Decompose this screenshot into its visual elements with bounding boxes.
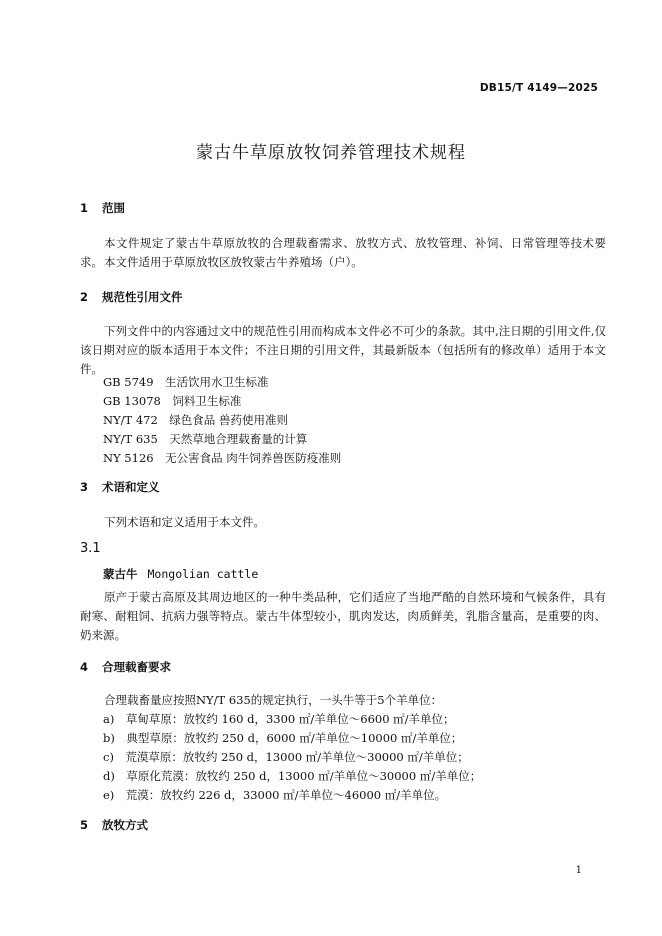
section-title: 范围 [102,201,126,215]
normative-references-intro: 下列文件中的内容通过文中的规范性引用而构成本文件必不可少的条款。其中,注日期的引用文件,仅该日期对应的版本适用于本文件；不注日期的引用文件，其最新版本（包括所有的修改单）适用于本文件。 [80,324,606,376]
scope-paragraph-2: 本文件适用于草原放牧区放牧蒙古牛养殖场（户）。 [104,255,363,269]
section-4-heading [80,658,171,677]
section-number: 2 [80,290,89,304]
section-number: 1 [80,201,89,215]
reference-item: NY 5126 无公害食品 肉牛饲养兽医防疫准则 [103,451,342,465]
section-number: 3 [80,480,89,494]
section-title: 放牧方式 [102,818,149,832]
grassland-item: d) 草原化荒漠：放牧约 250 d，13000 ㎡/羊单位～30000 ㎡/羊单位； [103,769,482,783]
section-number: 4 [80,660,89,674]
section-number: 5 [80,818,89,832]
grassland-item: a) 草甸草原：放牧约 160 d，3300 ㎡/羊单位～6600 ㎡/羊单位； [103,712,455,726]
reference-item: NY/T 472 绿色食品 兽药使用准则 [103,413,288,427]
grassland-item: b) 典型草原：放牧约 250 d，6000 ㎡/羊单位～10000 ㎡/羊单位； [103,731,463,745]
term-english: Mongolian cattle [147,567,259,581]
standard-code: DB15/T 4149—2025 [479,82,598,94]
reference-item: GB 13078 饲料卫生标准 [103,394,242,408]
section-2-heading [80,288,183,307]
document-title: 蒙古牛草原放牧饲养管理技术规程 [196,143,466,163]
reference-item: NY/T 635 天然草地合理载畜量的计算 [103,432,308,446]
section-title: 术语和定义 [102,480,160,494]
reference-item: GB 5749 生活饮用水卫生标准 [103,375,269,389]
term-entry [103,565,258,584]
carrying-capacity-intro: 合理载畜量应按照NY/T 635的规定执行，一头牛等于5个羊单位： [104,693,443,707]
grassland-item: c) 荒漠草原：放牧约 250 d，13000 ㎡/羊单位～30000 ㎡/羊单位； [103,750,469,764]
section-title: 合理载畜要求 [102,660,172,674]
term-definition: 原产于蒙古高原及其周边地区的一种牛类品种，它们适应了当地严酷的自然环境和气候条件，具有耐寒、耐粗饲、抗病力强等特点。蒙古牛体型较小，肌肉发达，肉质鲜美，乳脂含量高，是重要的肉、奶来源。 [80,590,606,642]
subsection-number: 3.1 [80,541,101,556]
grassland-item: e) 荒漠：放牧约 226 d，33000 ㎡/羊单位～46000 ㎡/羊单位。 [103,788,447,802]
section-3-heading [80,478,160,497]
section-1-heading [80,199,125,218]
term-chinese: 蒙古牛 [103,567,138,581]
page-number: 1 [575,865,582,876]
terms-intro: 下列术语和定义适用于本文件。 [104,515,265,529]
section-5-heading [80,816,148,835]
section-title: 规范性引用文件 [102,290,183,304]
scope-paragraph-1: 本文件规定了蒙古牛草原放牧的合理载畜需求、放牧方式、放牧管理、补饲、日常管理等技术要求。 [80,236,606,269]
